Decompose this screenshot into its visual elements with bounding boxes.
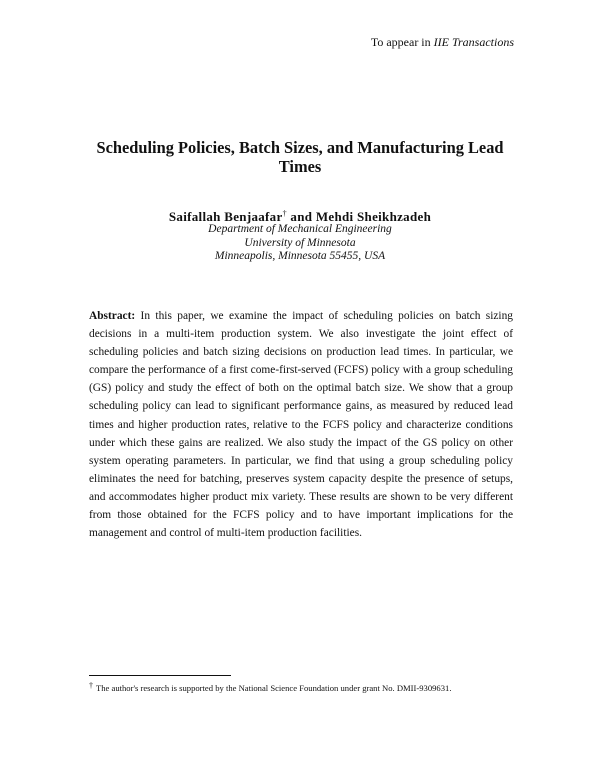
footnote	[89, 683, 519, 693]
author-benjaafar: Saifallah Benjaafar	[168, 209, 283, 224]
paper-title: Scheduling Policies, Batch Sizes, and Manufacturing Lead Times	[96, 138, 504, 176]
affiliation-department: Department of Mechanical Engineering	[208, 223, 392, 235]
journal-name: IIE Transactions	[433, 35, 514, 49]
publication-note-prefix: To appear in	[370, 35, 434, 49]
dagger-footnote-marker: †	[282, 209, 287, 218]
author-sheikhzadeh: Mehdi Sheikhzadeh	[315, 209, 432, 224]
affiliation-university: University of Minnesota	[244, 236, 356, 249]
affiliation-location: Minneapolis, Minnesota 55455, USA	[214, 250, 386, 262]
abstract	[89, 307, 513, 542]
footnote-text: The author's research is supported by the National Science Foundation under grant No. DMII-9309631.	[96, 683, 452, 693]
author-conjunction: and	[286, 209, 316, 224]
publication-note	[371, 35, 514, 50]
abstract-text: In this paper, we examine the impact of scheduling policies on batch sizing decisions in a multi-item production system. We also investigate the joint effect of scheduling policies and batch sizing decisions on production lead times. In particular, we compare the performance of a first come-first-served (FCFS) policy with a group scheduling (GS) policy and study the effect of both on the optimal batch size. We show that a group scheduling policy can lead to significant performance gains, as measured by reduced lead times and higher production rates, relative to the FCFS policy and characterize conditions under which these gains are realized. We also study the impact of the GS policy on other system operating parameters. In particular, we find that using a group scheduling policy eliminates the need for batching, preserves system capacity despite the presence of setups, and accommodates higher product mix variety. These results are shown to be very different from those obtained for the FCFS policy and to have important implications for the management and control of multi-item production facilities.	[89, 310, 513, 540]
abstract-label: Abstract:	[89, 310, 136, 322]
footnote-divider	[89, 675, 231, 676]
footnote-marker: †	[89, 681, 93, 690]
affiliation	[60, 223, 540, 264]
